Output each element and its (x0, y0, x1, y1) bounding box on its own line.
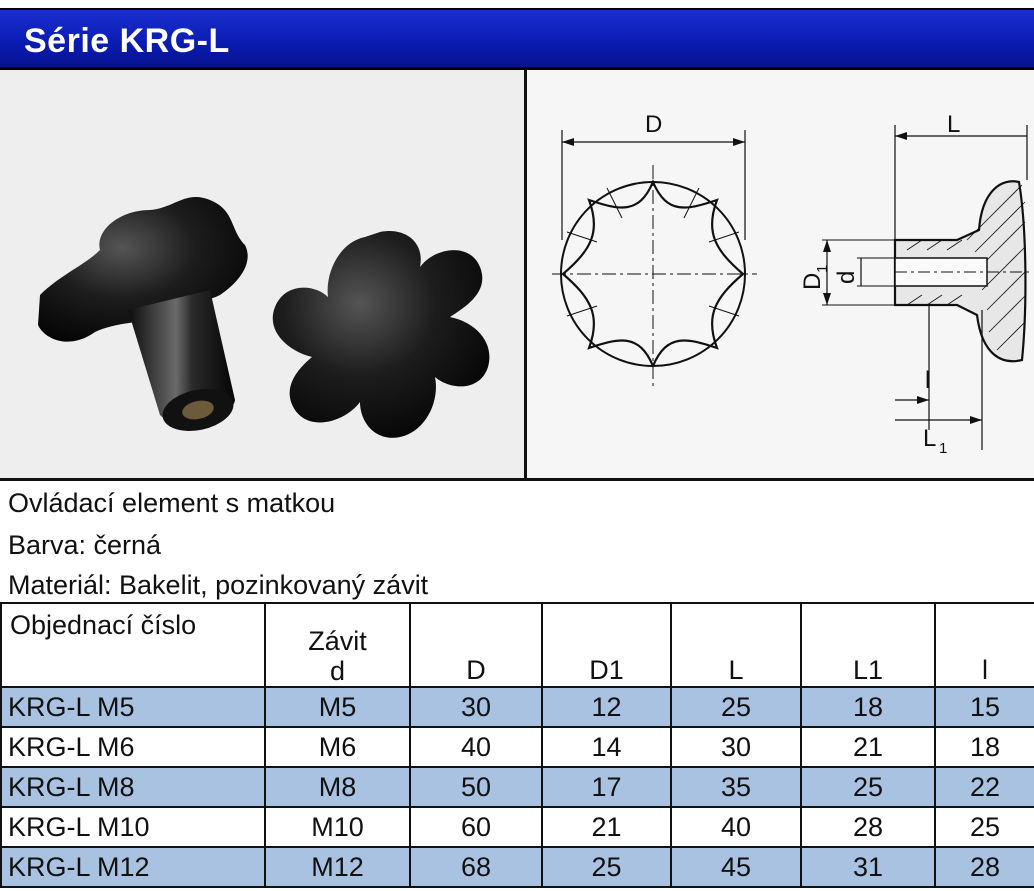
cell-L1: 21 (801, 727, 935, 767)
cell-L: 45 (671, 847, 801, 887)
column-header-D1: D1 (542, 603, 671, 687)
column-header-thread-line1: Závit (308, 626, 367, 656)
table-row (1, 807, 1034, 847)
cell-D: 50 (410, 767, 542, 807)
knob-top-view (273, 231, 490, 438)
table-row (1, 767, 1034, 807)
cell-thread: M8 (265, 767, 410, 807)
cell-L1: 18 (801, 687, 935, 727)
page-title: Série KRG-L (24, 22, 230, 60)
product-photo (0, 70, 527, 478)
knob-photo-illustration (0, 70, 524, 478)
cell-L1: 31 (801, 847, 935, 887)
cell-code: KRG-L M10 (1, 807, 265, 847)
description-line-1: Ovládací element s matkou (8, 488, 336, 518)
spec-table (0, 602, 1034, 888)
cell-code: KRG-L M12 (1, 847, 265, 887)
cell-l: 25 (935, 807, 1034, 847)
cell-L1: 28 (801, 807, 935, 847)
cell-D1: 25 (542, 847, 671, 887)
knob-side-view (38, 197, 248, 437)
table-row (1, 727, 1034, 767)
product-description (0, 478, 1034, 602)
cell-D1: 12 (542, 687, 671, 727)
dimension-label-D1-group (799, 265, 831, 290)
cell-code: KRG-L M5 (1, 687, 265, 727)
column-header-order-number: Objednací číslo (1, 603, 265, 687)
description-line-3: Materiál: Bakelit, pozinkovaný závit (8, 570, 429, 600)
cell-L: 30 (671, 727, 801, 767)
cell-D1: 17 (542, 767, 671, 807)
dimension-drawing (527, 70, 1034, 478)
dimension-label-D1-subscript: 1 (814, 264, 831, 273)
column-header-L1: L1 (801, 603, 935, 687)
cell-l: 15 (935, 687, 1034, 727)
dimension-label-l: l (925, 367, 931, 394)
column-header-thread-line2: d (329, 656, 346, 686)
title-bar (0, 8, 1034, 70)
cell-l: 22 (935, 767, 1034, 807)
cell-D: 60 (410, 807, 542, 847)
dimension-label-d: d (833, 270, 860, 284)
cell-D: 68 (410, 847, 542, 887)
cell-D1: 21 (542, 807, 671, 847)
star-knob-front-view (552, 130, 757, 388)
description-line-2: Barva: černá (8, 530, 162, 560)
column-header-D: D (410, 603, 542, 687)
table-header-row (1, 603, 1034, 687)
knob-section-view (822, 125, 1032, 450)
cell-L: 35 (671, 767, 801, 807)
technical-drawing (527, 70, 1034, 478)
table-row (1, 687, 1034, 727)
table-row (1, 847, 1034, 887)
dimension-label-L: L (947, 111, 961, 138)
column-header-thread (265, 603, 410, 687)
cell-thread: M10 (265, 807, 410, 847)
cell-l: 28 (935, 847, 1034, 887)
cell-D: 40 (410, 727, 542, 767)
cell-L: 40 (671, 807, 801, 847)
dimension-label-D: D (645, 111, 663, 138)
cell-thread: M6 (265, 727, 410, 767)
cell-code: KRG-L M8 (1, 767, 265, 807)
cell-D1: 14 (542, 727, 671, 767)
dimension-label-D1: D (799, 272, 826, 290)
column-header-L: L (671, 603, 801, 687)
dimension-label-L1-subscript: 1 (939, 440, 948, 457)
cell-thread: M12 (265, 847, 410, 887)
cell-L1: 25 (801, 767, 935, 807)
dimension-label-L1: L (923, 425, 937, 452)
column-header-l: l (935, 603, 1034, 687)
cell-l: 18 (935, 727, 1034, 767)
cell-D: 30 (410, 687, 542, 727)
cell-L: 25 (671, 687, 801, 727)
cell-thread: M5 (265, 687, 410, 727)
cell-code: KRG-L M6 (1, 727, 265, 767)
